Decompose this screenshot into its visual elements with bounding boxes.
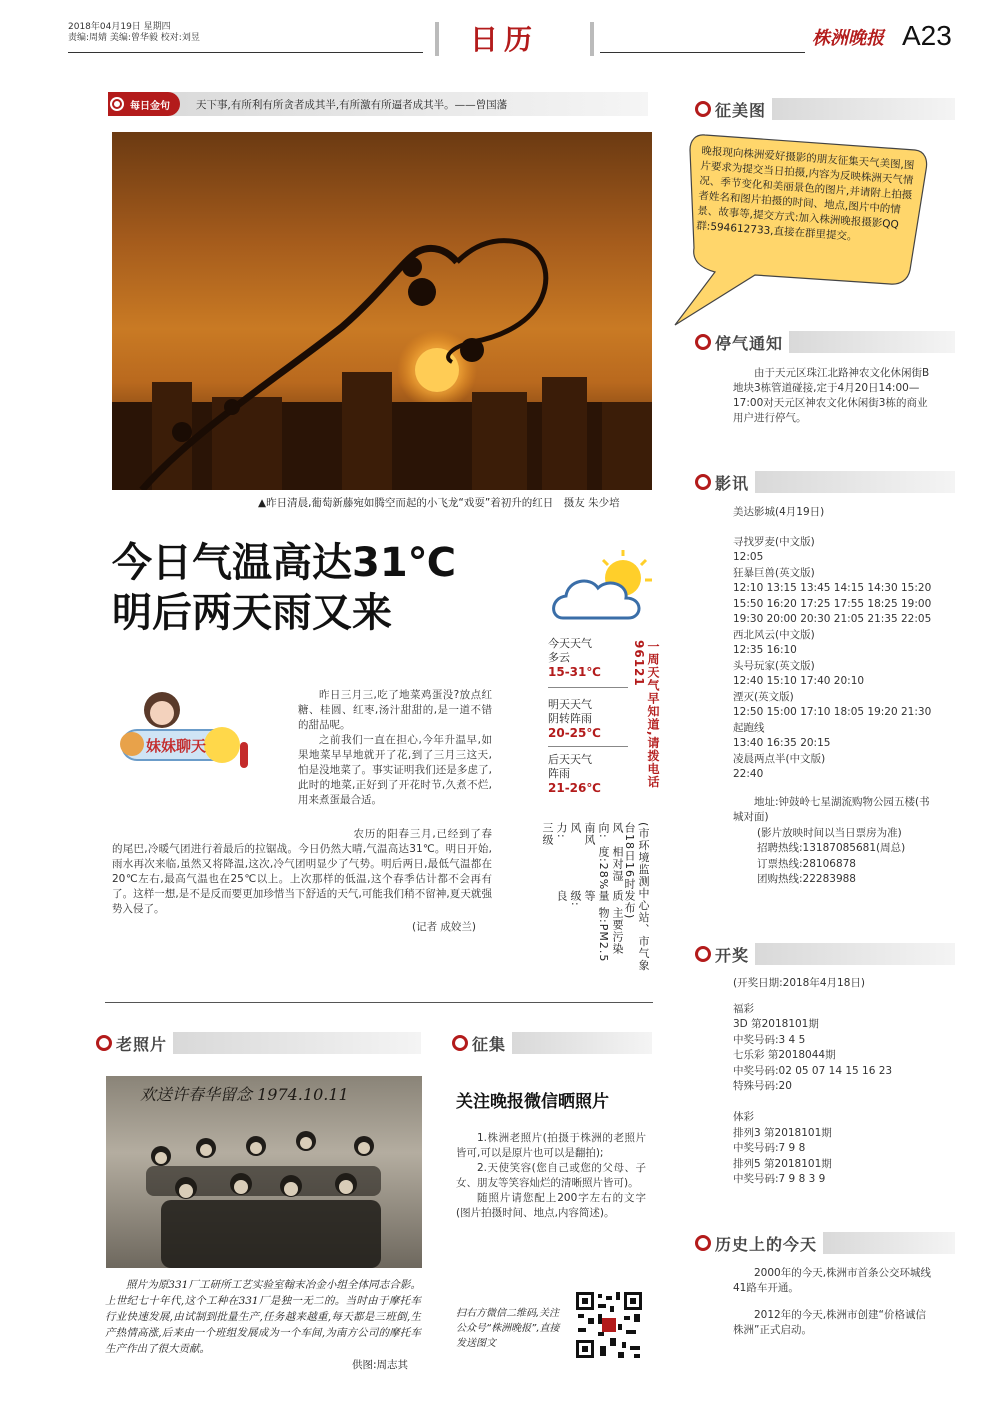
film-showtimes: 12:50 15:00 17:10 18:05 19:20 21:30 <box>733 706 932 718</box>
section-head-cinema: 影讯 <box>695 471 955 493</box>
collect-headline: 关注晚报微信晒照片 <box>456 1092 609 1112</box>
recruit-hotline: 招聘热线:13187085681(周总) <box>757 842 906 854</box>
film-title: 湮灭(英文版) <box>733 690 794 703</box>
cinema-address: 地址:钟鼓岭七星湖流购物公园五楼(书城对面) <box>733 795 930 823</box>
cinema-note: (影片放映时间以当日票房为准) <box>757 826 902 839</box>
collect-item-2: 2.天使笑容(您自己或您的父母、子女、朋友等笑容灿烂的清晰照片皆可)。 <box>456 1162 646 1189</box>
article-paragraph-2: 之前我们一直在担心,今年升温早,如果地菜早早地就开了花,到了三月三这天,怕是没地菜了。事实证明我们还是多虑了,此时的地菜,正好到了开花时节,久煮不烂,用来煮蛋最合适。 <box>298 734 492 806</box>
section-head-gas-notice: 停气通知 <box>695 331 955 353</box>
lottery-line: 七乐彩 第2018044期 <box>733 1049 836 1061</box>
film-showtimes: 12:05 <box>733 551 764 563</box>
film-title: 头号玩家(英文版) <box>733 659 815 672</box>
lottery-line: 中奖号码:02 05 07 14 15 16 23 <box>733 1064 893 1077</box>
film-title: 狂暴巨兽(英文版) <box>733 566 815 579</box>
lottery-line: 3D 第2018101期 <box>733 1018 819 1030</box>
film-showtimes: 19:30 20:00 20:30 21:05 21:35 22:05 <box>733 613 932 625</box>
wind: 风向:南风 风力:三级 <box>541 821 624 858</box>
article-paragraph-3: 农历的阳春三月,已经到了春的尾巴,冷暖气团进行着最后的拉锯战。今日仍然大晴,气温高达31℃。明日开始,雨水再次来临,虽然又将降温,这次,冷气团明显少了气势。明后两日,最低气温都在20℃左右,最高气温也在25℃以上。上次那样的低温,这个春季估计都不会再有了。这样一想,是不是反而要更加珍惜当下舒适的天气,可能我们稍不留神,夏天就强势入侵了。 <box>112 828 492 915</box>
photo-inscription: 欢送许春华留念 1974.10.11 <box>140 1085 349 1104</box>
group-hotline: 团购热线:22283988 <box>757 873 856 885</box>
photo-call-bubble <box>660 130 930 330</box>
lottery-line: 排列3 第2018101期 <box>733 1126 832 1139</box>
lottery-line: 中奖号码:3 4 5 <box>733 1033 806 1046</box>
wechat-qr-code[interactable] <box>574 1290 644 1360</box>
collect-item-3: 随照片请您配上200字左右的文字(图片拍摄时间、地点,内容简述)。 <box>456 1192 646 1219</box>
film-title: 起跑线 <box>733 721 765 734</box>
quote-badge: 每日金句 <box>108 92 180 116</box>
old-photo-caption: 照片为原331厂工研所工艺实验室翰末冶金小组全体同志合影。上世纪七十年代,这个工种在331厂是独一无二的。当时由于摩托车行业快速发展,由试制到批量生产,任务越来越重,每天都是三班倒,生产热情高涨,后来由一个班组发展成为一个车间,为南方公司的摩托车生产作出了很大贡献。 <box>105 1279 421 1355</box>
headline-line-1: 今日气温高达31℃ <box>112 540 457 586</box>
lottery-line: 福彩 <box>733 1002 754 1015</box>
lottery-line <box>733 1095 943 1111</box>
history-item-1: 2000年的今天,株洲市首条公交环城线41路车开通。 <box>733 1267 932 1294</box>
weather-today: 今天天气 多云 15-31℃ <box>548 637 601 679</box>
cloud-sun-icon <box>548 548 658 628</box>
section-head-photo-call: 征美图 <box>695 98 955 120</box>
old-photo-credit: 供图:周志其 <box>352 1359 409 1371</box>
lottery-line: 中奖号码:7 9 8 3 9 <box>733 1173 826 1185</box>
cinema-name: 美达影城(4月19日) <box>733 506 825 518</box>
film-title: 凌晨两点半(中文版) <box>733 752 826 765</box>
staff-line: 责编:周婧 美编:曾华毅 校对:刘昱 <box>68 33 200 43</box>
photo-caption: ▲昨日清晨,葡萄新藤宛如腾空而起的小飞龙“戏耍”着初升的红日 摄友 朱少培 <box>258 497 620 509</box>
section-head-collect: 征集 <box>452 1032 652 1054</box>
lottery-line: 中奖号码:7 9 8 <box>733 1142 806 1154</box>
date-line: 2018年04月19日 星期四 <box>68 22 171 32</box>
film-title: 寻找罗麦(中文版) <box>733 535 815 548</box>
quote-text: 天下事,有所利有所贪者成其半,有所激有所逼者成其半。——曾国藩 <box>196 98 508 111</box>
weather-hotline: 一周天气早知道,请拨电话96121 <box>632 640 660 789</box>
humidity: 相对湿度:28% <box>597 845 624 890</box>
section-head-old-photo: 老照片 <box>96 1032 421 1054</box>
film-showtimes: 12:10 13:15 13:45 14:15 14:30 15:20 <box>733 582 932 594</box>
headline-line-2: 明后两天雨又来 <box>112 590 392 636</box>
lottery-line: 特殊号码:20 <box>733 1080 792 1092</box>
booking-hotline: 订票热线:28106878 <box>757 857 856 870</box>
column-logo-text: 妹妹聊天 <box>146 737 207 755</box>
column-logo <box>112 688 302 776</box>
paper-logo: 株洲晚报 <box>812 28 884 49</box>
photo-call-text: 晚报现向株洲爱好摄影的朋友征集天气美图,图片要求为提交当日拍摄,内容为反映株洲天气情况、季节变化和美丽景色的图片,并请附上拍摄者姓名和图片拍摄的时间、地点,图片中的情景、故事等,提交方式:加入株洲晚报摄影QQ群:594612733,直接在群里提交。 <box>695 144 915 244</box>
air-quality: 质量等级:良 <box>555 889 624 907</box>
bullet-icon <box>112 99 122 109</box>
sunrise-vine-illustration <box>112 132 652 490</box>
film-list <box>733 535 933 783</box>
weather-source: (市环境监测中心站、市气象台18日16时发布) <box>623 822 650 972</box>
lottery-line: 体彩 <box>733 1111 754 1123</box>
weather-day-after: 后天天气 阵雨 21-26℃ <box>548 753 601 795</box>
section-title: 日历 <box>470 23 539 56</box>
gas-notice-text: 由于天元区珠江北路神农文化休闲街B地块3栋管道碰接,定于4月20日14:00—17:00对天元区神农文化休闲街3栋的商业用户进行停气。 <box>733 367 930 424</box>
article-byline: (记者 成姣兰) <box>412 921 477 933</box>
collect-item-1: 1.株洲老照片(拍摄于株洲的老照片皆可,可以是原片也可以是翻拍); <box>456 1132 646 1159</box>
film-showtimes: 12:35 16:10 <box>733 644 797 656</box>
lottery-results <box>733 1002 943 1188</box>
section-head-lottery: 开奖 <box>695 943 955 965</box>
page-number: A23 <box>902 20 952 51</box>
film-title: 西北风云(中文版) <box>733 628 815 641</box>
film-showtimes: 22:40 <box>733 768 764 780</box>
qr-instructions: 扫右方微信二维码,关注公众号“株洲晚报”,直接发送图文 <box>456 1308 560 1349</box>
weather-tomorrow: 明天天气 阴转阵雨 20-25℃ <box>548 698 601 740</box>
section-head-history: 历史上的今天 <box>695 1232 955 1254</box>
lottery-date: (开奖日期:2018年4月18日) <box>733 977 865 989</box>
history-item-2: 2012年的今天,株洲市创建“价格诚信株洲”正式启动。 <box>733 1309 926 1336</box>
film-showtimes: 15:50 16:20 17:25 17:55 18:25 19:00 <box>733 597 932 610</box>
quote-bar <box>108 92 648 116</box>
film-showtimes: 12:40 15:10 17:40 20:10 <box>733 675 865 687</box>
sunrise-photo <box>112 132 652 490</box>
lottery-line: 排列5 第2018101期 <box>733 1157 832 1170</box>
air-pollutant: 主要污染物:PM2.5 <box>597 906 624 962</box>
old-group-photo <box>106 1076 422 1268</box>
film-showtimes: 13:40 16:35 20:15 <box>733 737 831 749</box>
article-paragraph-1: 昨日三月三,吃了地菜鸡蛋没?放点红糖、桂圆、红枣,汤汁甜甜的,是一道不错的甜品呢。 <box>298 689 492 731</box>
